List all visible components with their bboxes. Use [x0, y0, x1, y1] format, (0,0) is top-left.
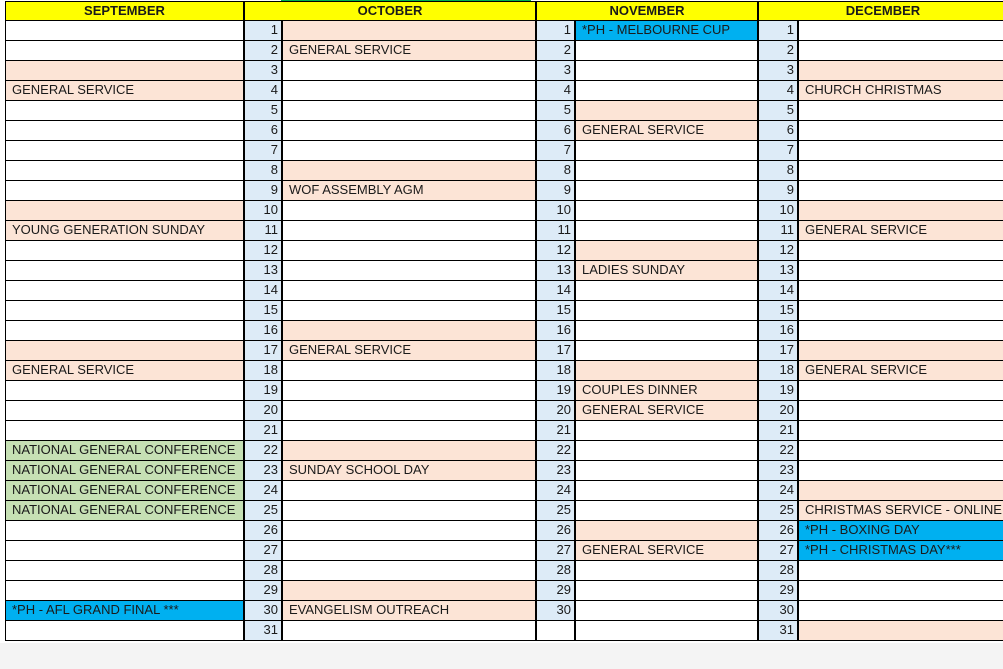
october-day-number[interactable]: 19: [244, 380, 282, 401]
december-event[interactable]: [798, 600, 1003, 621]
october-event[interactable]: [282, 480, 536, 501]
october-day-number[interactable]: 5: [244, 100, 282, 121]
november-day-number[interactable]: 14: [536, 280, 575, 301]
september-event[interactable]: [5, 120, 244, 141]
september-event[interactable]: [5, 540, 244, 561]
october-day-number[interactable]: 15: [244, 300, 282, 321]
december-event[interactable]: [798, 200, 1003, 221]
october-day-number[interactable]: 4: [244, 80, 282, 101]
october-day-number[interactable]: 1: [244, 20, 282, 41]
november-day-number[interactable]: 28: [536, 560, 575, 581]
november-event[interactable]: [575, 280, 758, 301]
november-event[interactable]: [575, 440, 758, 461]
november-day-number[interactable]: 29: [536, 580, 575, 601]
header-september[interactable]: SEPTEMBER: [5, 1, 244, 21]
december-event[interactable]: [798, 340, 1003, 361]
december-day-number[interactable]: 7: [758, 140, 798, 161]
november-day-number[interactable]: 21: [536, 420, 575, 441]
september-event[interactable]: [5, 300, 244, 321]
september-event[interactable]: [5, 280, 244, 301]
december-day-number[interactable]: 11: [758, 220, 798, 241]
october-day-number[interactable]: 12: [244, 240, 282, 261]
october-event[interactable]: [282, 520, 536, 541]
october-event[interactable]: EVANGELISM OUTREACH: [282, 600, 536, 621]
october-day-number[interactable]: 28: [244, 560, 282, 581]
december-event[interactable]: [798, 180, 1003, 201]
september-event[interactable]: [5, 100, 244, 121]
november-event[interactable]: [575, 200, 758, 221]
november-day-number[interactable]: 20: [536, 400, 575, 421]
december-event[interactable]: [798, 120, 1003, 141]
november-day-number[interactable]: 16: [536, 320, 575, 341]
november-day-number[interactable]: 22: [536, 440, 575, 461]
december-day-number[interactable]: 22: [758, 440, 798, 461]
september-event[interactable]: [5, 320, 244, 341]
september-event[interactable]: NATIONAL GENERAL CONFERENCE: [5, 440, 244, 461]
december-event[interactable]: [798, 60, 1003, 81]
october-day-number[interactable]: 8: [244, 160, 282, 181]
september-event[interactable]: [5, 620, 244, 641]
october-event[interactable]: [282, 400, 536, 421]
november-event[interactable]: [575, 300, 758, 321]
october-event[interactable]: [282, 620, 536, 641]
december-event[interactable]: *PH - CHRISTMAS DAY***: [798, 540, 1003, 561]
september-event[interactable]: NATIONAL GENERAL CONFERENCE: [5, 460, 244, 481]
december-day-number[interactable]: 13: [758, 260, 798, 281]
december-day-number[interactable]: 26: [758, 520, 798, 541]
november-event[interactable]: [575, 360, 758, 381]
october-event[interactable]: [282, 220, 536, 241]
november-day-number[interactable]: 25: [536, 500, 575, 521]
october-event[interactable]: WOF ASSEMBLY AGM: [282, 180, 536, 201]
december-day-number[interactable]: 10: [758, 200, 798, 221]
october-event[interactable]: [282, 120, 536, 141]
december-event[interactable]: CHURCH CHRISTMAS: [798, 80, 1003, 101]
november-day-number[interactable]: 10: [536, 200, 575, 221]
october-day-number[interactable]: 13: [244, 260, 282, 281]
october-day-number[interactable]: 7: [244, 140, 282, 161]
october-day-number[interactable]: 14: [244, 280, 282, 301]
september-event[interactable]: [5, 260, 244, 281]
october-day-number[interactable]: 2: [244, 40, 282, 61]
december-event[interactable]: [798, 580, 1003, 601]
december-event[interactable]: [798, 260, 1003, 281]
september-event[interactable]: [5, 340, 244, 361]
october-event[interactable]: [282, 260, 536, 281]
october-day-number[interactable]: 10: [244, 200, 282, 221]
september-event[interactable]: [5, 20, 244, 41]
december-day-number[interactable]: 12: [758, 240, 798, 261]
october-day-number[interactable]: 3: [244, 60, 282, 81]
november-event[interactable]: [575, 560, 758, 581]
november-day-number[interactable]: 24: [536, 480, 575, 501]
december-day-number[interactable]: 1: [758, 20, 798, 41]
december-event[interactable]: [798, 400, 1003, 421]
november-event[interactable]: [575, 320, 758, 341]
november-event[interactable]: [575, 520, 758, 541]
october-day-number[interactable]: 18: [244, 360, 282, 381]
september-event[interactable]: YOUNG GENERATION SUNDAY: [5, 220, 244, 241]
october-event[interactable]: SUNDAY SCHOOL DAY: [282, 460, 536, 481]
november-event[interactable]: [575, 40, 758, 61]
december-day-number[interactable]: 5: [758, 100, 798, 121]
november-event[interactable]: [575, 500, 758, 521]
october-day-number[interactable]: 26: [244, 520, 282, 541]
september-event[interactable]: [5, 160, 244, 181]
november-event[interactable]: GENERAL SERVICE: [575, 540, 758, 561]
december-day-number[interactable]: 15: [758, 300, 798, 321]
september-event[interactable]: [5, 200, 244, 221]
december-day-number[interactable]: 4: [758, 80, 798, 101]
december-event[interactable]: [798, 620, 1003, 641]
november-day-number[interactable]: 23: [536, 460, 575, 481]
december-event[interactable]: *PH - BOXING DAY: [798, 520, 1003, 541]
november-day-number[interactable]: [536, 620, 575, 641]
september-event[interactable]: [5, 140, 244, 161]
november-event[interactable]: [575, 60, 758, 81]
december-day-number[interactable]: 17: [758, 340, 798, 361]
december-day-number[interactable]: 18: [758, 360, 798, 381]
header-december[interactable]: DECEMBER: [758, 1, 1003, 21]
october-day-number[interactable]: 22: [244, 440, 282, 461]
december-day-number[interactable]: 19: [758, 380, 798, 401]
november-event[interactable]: [575, 240, 758, 261]
november-day-number[interactable]: 4: [536, 80, 575, 101]
september-event[interactable]: [5, 60, 244, 81]
october-day-number[interactable]: 27: [244, 540, 282, 561]
october-event[interactable]: [282, 200, 536, 221]
october-day-number[interactable]: 23: [244, 460, 282, 481]
december-event[interactable]: [798, 480, 1003, 501]
november-day-number[interactable]: 7: [536, 140, 575, 161]
november-day-number[interactable]: 15: [536, 300, 575, 321]
october-event[interactable]: [282, 440, 536, 461]
october-day-number[interactable]: 24: [244, 480, 282, 501]
november-event[interactable]: [575, 340, 758, 361]
october-event[interactable]: [282, 160, 536, 181]
december-event[interactable]: [798, 20, 1003, 41]
october-day-number[interactable]: 31: [244, 620, 282, 641]
header-october[interactable]: OCTOBER: [244, 1, 536, 21]
december-event[interactable]: [798, 300, 1003, 321]
october-event[interactable]: [282, 560, 536, 581]
october-day-number[interactable]: 29: [244, 580, 282, 601]
december-day-number[interactable]: 16: [758, 320, 798, 341]
november-event[interactable]: [575, 220, 758, 241]
december-event[interactable]: [798, 140, 1003, 161]
september-event[interactable]: NATIONAL GENERAL CONFERENCE: [5, 500, 244, 521]
december-event[interactable]: GENERAL SERVICE: [798, 220, 1003, 241]
october-day-number[interactable]: 9: [244, 180, 282, 201]
december-event[interactable]: [798, 460, 1003, 481]
december-event[interactable]: [798, 280, 1003, 301]
september-event[interactable]: [5, 420, 244, 441]
september-event[interactable]: GENERAL SERVICE: [5, 80, 244, 101]
december-day-number[interactable]: 6: [758, 120, 798, 141]
sheet-empty-area: [0, 643, 1003, 669]
december-day-number[interactable]: 9: [758, 180, 798, 201]
september-event[interactable]: [5, 380, 244, 401]
october-event[interactable]: [282, 320, 536, 341]
october-event[interactable]: GENERAL SERVICE: [282, 340, 536, 361]
november-event[interactable]: GENERAL SERVICE: [575, 400, 758, 421]
november-day-number[interactable]: 2: [536, 40, 575, 61]
december-event[interactable]: [798, 420, 1003, 441]
october-event[interactable]: [282, 20, 536, 41]
december-day-number[interactable]: 23: [758, 460, 798, 481]
september-event[interactable]: NATIONAL GENERAL CONFERENCE: [5, 480, 244, 501]
september-event[interactable]: GENERAL SERVICE: [5, 360, 244, 381]
october-event[interactable]: [282, 380, 536, 401]
november-day-number[interactable]: 13: [536, 260, 575, 281]
november-day-number[interactable]: 9: [536, 180, 575, 201]
december-event[interactable]: [798, 560, 1003, 581]
october-event[interactable]: [282, 100, 536, 121]
october-event[interactable]: [282, 360, 536, 381]
october-event[interactable]: [282, 580, 536, 601]
december-day-number[interactable]: 24: [758, 480, 798, 501]
november-event[interactable]: [575, 460, 758, 481]
october-event[interactable]: [282, 60, 536, 81]
december-event[interactable]: [798, 100, 1003, 121]
december-day-number[interactable]: 21: [758, 420, 798, 441]
november-event[interactable]: [575, 420, 758, 441]
october-event[interactable]: [282, 80, 536, 101]
november-day-number[interactable]: 19: [536, 380, 575, 401]
december-day-number[interactable]: 8: [758, 160, 798, 181]
october-day-number[interactable]: 21: [244, 420, 282, 441]
december-event[interactable]: CHRISTMAS SERVICE - ONLINE: [798, 500, 1003, 521]
november-event[interactable]: [575, 160, 758, 181]
december-day-number[interactable]: 30: [758, 600, 798, 621]
december-day-number[interactable]: 20: [758, 400, 798, 421]
october-day-number[interactable]: 6: [244, 120, 282, 141]
october-event[interactable]: [282, 280, 536, 301]
october-event[interactable]: [282, 140, 536, 161]
september-event[interactable]: [5, 560, 244, 581]
november-day-number[interactable]: 6: [536, 120, 575, 141]
october-day-number[interactable]: 11: [244, 220, 282, 241]
november-event[interactable]: [575, 140, 758, 161]
november-day-number[interactable]: 8: [536, 160, 575, 181]
december-event[interactable]: [798, 320, 1003, 341]
september-event[interactable]: [5, 40, 244, 61]
december-event[interactable]: GENERAL SERVICE: [798, 360, 1003, 381]
november-event[interactable]: [575, 100, 758, 121]
november-event[interactable]: [575, 600, 758, 621]
november-event[interactable]: GENERAL SERVICE: [575, 120, 758, 141]
september-event[interactable]: [5, 520, 244, 541]
november-event[interactable]: *PH - MELBOURNE CUP: [575, 20, 758, 41]
december-day-number[interactable]: 31: [758, 620, 798, 641]
december-day-number[interactable]: 28: [758, 560, 798, 581]
december-event[interactable]: [798, 440, 1003, 461]
september-event[interactable]: [5, 400, 244, 421]
september-event[interactable]: *PH - AFL GRAND FINAL ***: [5, 600, 244, 621]
november-day-number[interactable]: 30: [536, 600, 575, 621]
september-event[interactable]: [5, 580, 244, 601]
november-event[interactable]: [575, 180, 758, 201]
november-day-number[interactable]: 18: [536, 360, 575, 381]
october-event[interactable]: [282, 300, 536, 321]
october-day-number[interactable]: 16: [244, 320, 282, 341]
october-day-number[interactable]: 30: [244, 600, 282, 621]
december-day-number[interactable]: 25: [758, 500, 798, 521]
november-event[interactable]: LADIES SUNDAY: [575, 260, 758, 281]
december-event[interactable]: [798, 160, 1003, 181]
october-event[interactable]: [282, 500, 536, 521]
november-day-number[interactable]: 3: [536, 60, 575, 81]
october-event[interactable]: [282, 240, 536, 261]
september-event[interactable]: [5, 240, 244, 261]
november-event[interactable]: [575, 80, 758, 101]
october-day-number[interactable]: 20: [244, 400, 282, 421]
december-day-number[interactable]: 3: [758, 60, 798, 81]
december-day-number[interactable]: 2: [758, 40, 798, 61]
november-event[interactable]: COUPLES DINNER: [575, 380, 758, 401]
december-event[interactable]: [798, 240, 1003, 261]
november-event[interactable]: [575, 620, 758, 641]
december-event[interactable]: [798, 380, 1003, 401]
november-day-number[interactable]: 12: [536, 240, 575, 261]
november-event[interactable]: [575, 580, 758, 601]
header-november[interactable]: NOVEMBER: [536, 1, 758, 21]
december-day-number[interactable]: 27: [758, 540, 798, 561]
november-day-number[interactable]: 11: [536, 220, 575, 241]
october-event[interactable]: [282, 540, 536, 561]
december-day-number[interactable]: 29: [758, 580, 798, 601]
october-day-number[interactable]: 17: [244, 340, 282, 361]
october-event[interactable]: GENERAL SERVICE: [282, 40, 536, 61]
november-day-number[interactable]: 17: [536, 340, 575, 361]
november-day-number[interactable]: 1: [536, 20, 575, 41]
december-day-number[interactable]: 14: [758, 280, 798, 301]
december-event[interactable]: [798, 40, 1003, 61]
november-day-number[interactable]: 5: [536, 100, 575, 121]
october-day-number[interactable]: 25: [244, 500, 282, 521]
september-event[interactable]: [5, 180, 244, 201]
november-event[interactable]: [575, 480, 758, 501]
november-day-number[interactable]: 27: [536, 540, 575, 561]
november-day-number[interactable]: 26: [536, 520, 575, 541]
october-event[interactable]: [282, 420, 536, 441]
